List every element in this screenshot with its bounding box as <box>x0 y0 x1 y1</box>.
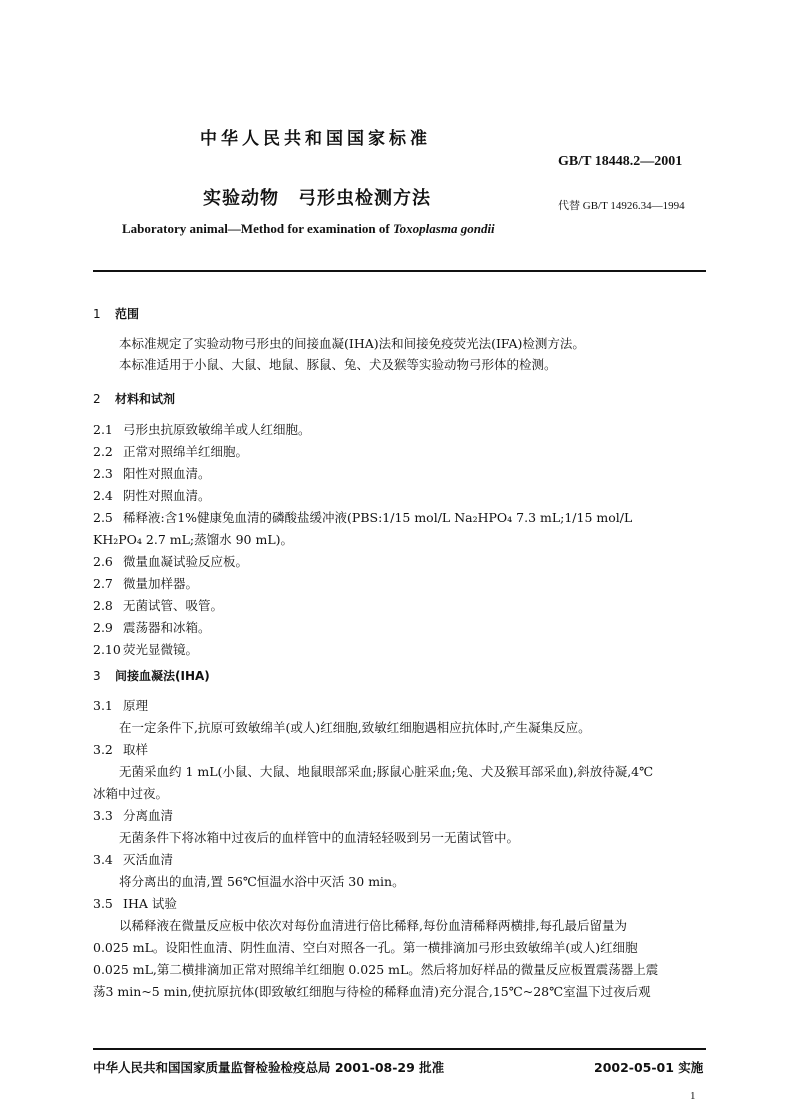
effective-date: 2002-05-01 实施 <box>594 1060 704 1075</box>
list-item-continuation: KH₂PO₄ 2.7 mL;蒸馏水 90 mL)。 <box>93 532 293 547</box>
list-item <box>93 596 223 614</box>
list-item <box>93 508 632 526</box>
list-item <box>93 486 211 504</box>
item-number: 2.6 <box>93 554 113 569</box>
subsection-number: 3.1 <box>93 698 113 713</box>
subsection-3-1-heading <box>93 696 148 714</box>
english-title-prefix: Laboratory animal—Method for examination of <box>122 221 393 236</box>
subsection-title: 取样 <box>123 742 149 757</box>
list-item <box>93 574 198 592</box>
section-number: 2 <box>93 392 101 406</box>
item-number: 2.3 <box>93 466 113 481</box>
section-title: 间接血凝法(IHA) <box>115 669 210 683</box>
item-text: 阴性对照血清。 <box>123 488 211 503</box>
list-item <box>93 442 248 460</box>
standard-code: GB/T 18448.2—2001 <box>558 154 683 169</box>
item-text: 正常对照绵羊红细胞。 <box>123 444 249 459</box>
document-title: 实验动物 弓形虫检测方法 <box>203 188 431 209</box>
section-title: 材料和试剂 <box>115 392 176 406</box>
item-text: 无菌试管、吸管。 <box>123 598 224 613</box>
item-text: 荧光显微镜。 <box>123 642 199 657</box>
item-text: 微量加样器。 <box>123 576 199 591</box>
subsection-3-5-paragraph-line: 0.025 mL,第二横排滴加正常对照绵羊红细胞 0.025 mL。然后将加好样品的微量反应板置震荡器上震 <box>93 962 659 977</box>
list-item <box>93 640 198 658</box>
subsection-3-2-heading <box>93 740 148 758</box>
list-item <box>93 552 248 570</box>
subsection-title: 灭活血清 <box>123 852 174 867</box>
subsection-3-4-heading <box>93 850 173 868</box>
section-2-heading <box>93 390 175 407</box>
subsection-3-5-paragraph-line: 以稀释液在微量反应板中依次对每份血清进行倍比稀释,每份血清稀释两横排,每孔最后留量为 <box>119 918 627 933</box>
subsection-3-5-paragraph-line: 0.025 mL。设阳性血清、阴性血清、空白对照各一孔。第一横排滴加弓形虫致敏绵羊(或人)红细胞 <box>93 940 638 955</box>
subsection-title: IHA 试验 <box>123 896 177 911</box>
subsection-3-2-paragraph-line-1: 无菌采血约 1 mL(小鼠、大鼠、地鼠眼部采血;豚鼠心脏采血;兔、犬及猴耳部采血),斜放待凝,4℃ <box>119 764 654 779</box>
subsection-3-3-heading <box>93 806 173 824</box>
section-1-paragraph-1: 本标准规定了实验动物弓形虫的间接血凝(IHA)法和间接免疫荧光法(IFA)检测方法。 <box>119 336 585 351</box>
subsection-number: 3.3 <box>93 808 113 823</box>
subsection-3-4-paragraph: 将分离出的血清,置 56℃恒温水浴中灭活 30 min。 <box>119 874 405 889</box>
item-text: 震荡器和冰箱。 <box>123 620 211 635</box>
item-number: 2.9 <box>93 620 113 635</box>
item-number: 2.2 <box>93 444 113 459</box>
subsection-3-3-paragraph: 无菌条件下将冰箱中过夜后的血样管中的血清轻轻吸到另一无菌试管中。 <box>119 830 520 845</box>
section-number: 1 <box>93 307 101 321</box>
subsection-number: 3.4 <box>93 852 113 867</box>
subsection-number: 3.2 <box>93 742 113 757</box>
section-number: 3 <box>93 669 101 683</box>
subsection-3-2-paragraph-line-2: 冰箱中过夜。 <box>93 786 169 801</box>
item-text: 阳性对照血清。 <box>123 466 211 481</box>
item-number: 2.8 <box>93 598 113 613</box>
item-number: 2.10 <box>93 642 121 657</box>
item-text: 微量血凝试验反应板。 <box>123 554 249 569</box>
subsection-title: 分离血清 <box>123 808 174 823</box>
standard-type-heading: 中华人民共和国国家标准 <box>200 129 431 149</box>
item-number: 2.7 <box>93 576 113 591</box>
page-number: 1 <box>690 1090 696 1102</box>
footer-divider <box>93 1048 706 1050</box>
section-3-heading <box>93 667 210 684</box>
subsection-number: 3.5 <box>93 896 113 911</box>
item-number: 2.4 <box>93 488 113 503</box>
subsection-3-5-heading <box>93 894 177 912</box>
english-title <box>122 221 495 237</box>
section-1-heading <box>93 305 139 322</box>
list-item <box>93 464 211 482</box>
list-item <box>93 618 211 636</box>
issuing-authority: 中华人民共和国国家质量监督检验检疫总局 2001-08-29 批准 <box>93 1060 445 1075</box>
list-item <box>93 420 311 438</box>
subsection-title: 原理 <box>123 698 149 713</box>
subsection-3-1-paragraph: 在一定条件下,抗原可致敏绵羊(或人)红细胞,致敏红细胞遇相应抗体时,产生凝集反应。 <box>119 720 591 735</box>
section-1-paragraph-2: 本标准适用于小鼠、大鼠、地鼠、豚鼠、兔、犬及猴等实验动物弓形体的检测。 <box>119 357 557 372</box>
header-divider <box>93 270 706 272</box>
english-title-species: Toxoplasma gondii <box>392 221 495 236</box>
item-text: 稀释液:含1%健康兔血清的磷酸盐缓冲液(PBS:1/15 mol/L Na₂HPO₄ 7.3 mL;1/15 mol/L <box>123 510 633 525</box>
item-text: 弓形虫抗原致敏绵羊或人红细胞。 <box>123 422 311 437</box>
item-number: 2.5 <box>93 510 113 525</box>
replaces-standard: 代替 GB/T 14926.34—1994 <box>558 200 685 212</box>
item-number: 2.1 <box>93 422 113 437</box>
section-title: 范围 <box>115 307 140 321</box>
subsection-3-5-paragraph-line: 荡3 min~5 min,使抗原抗体(即致敏红细胞与待检的稀释血清)充分混合,15℃~28℃室温下过夜后观 <box>93 984 651 999</box>
